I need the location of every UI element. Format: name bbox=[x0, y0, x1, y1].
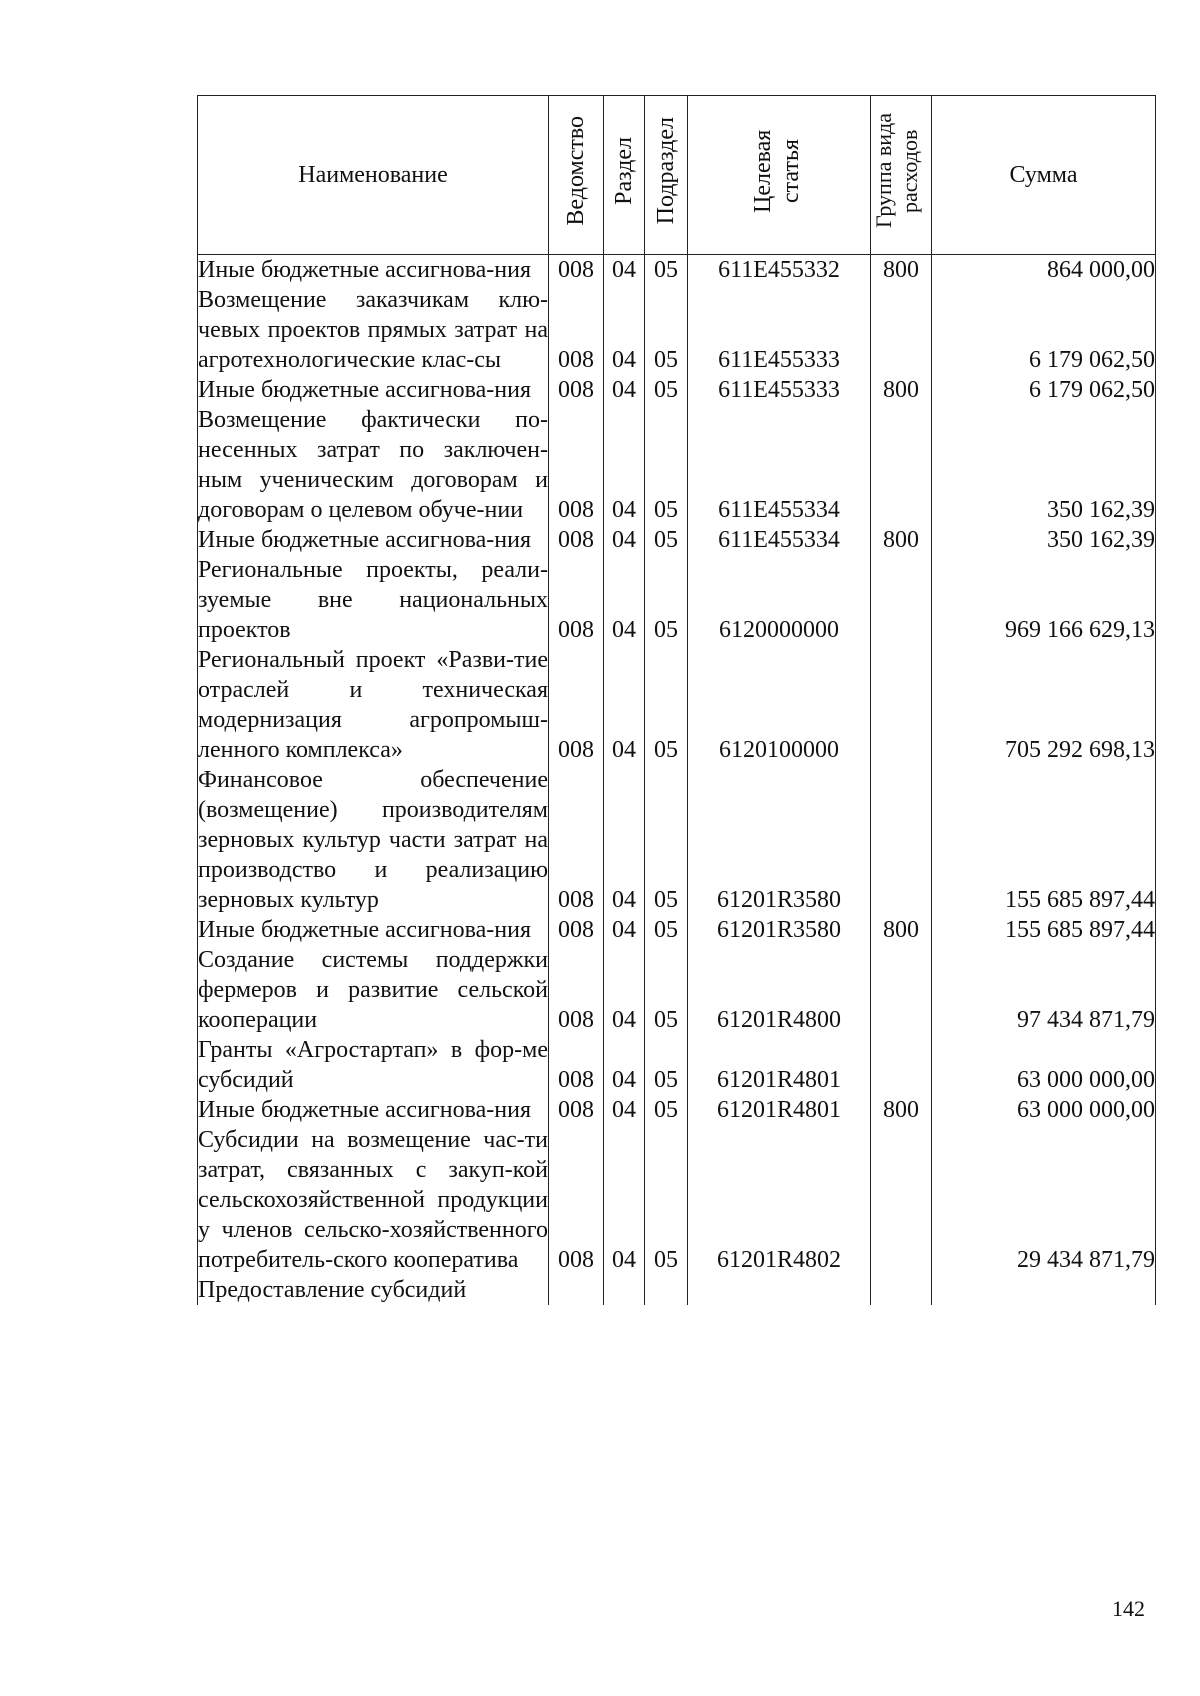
cell-dept: 008 bbox=[549, 1125, 604, 1275]
cell-sum: 155 685 897,44 bbox=[932, 765, 1156, 915]
table-row bbox=[198, 375, 1156, 405]
table-row bbox=[198, 285, 1156, 375]
cell-expense-group bbox=[871, 285, 932, 375]
cell-section: 04 bbox=[604, 765, 645, 915]
cell-dept: 008 bbox=[549, 1035, 604, 1095]
cell-name: Региональные проекты, реали-зуемые вне национальных проектов bbox=[198, 557, 548, 643]
cell-subsection: 05 bbox=[645, 645, 688, 765]
table-row bbox=[198, 765, 1156, 915]
cell-section: 04 bbox=[604, 645, 645, 765]
cell-target: 611E455334 bbox=[688, 405, 871, 525]
cell-section: 04 bbox=[604, 285, 645, 375]
cell-sum: 63 000 000,00 bbox=[932, 1035, 1156, 1095]
cell-subsection: 05 bbox=[645, 405, 688, 525]
cell-name: Создание системы поддержки фермеров и развитие сельской кооперации bbox=[198, 947, 548, 1033]
cell-name: Иные бюджетные ассигнова-ния bbox=[198, 525, 549, 555]
cell-section: 04 bbox=[604, 255, 645, 286]
table-row bbox=[198, 1035, 1156, 1095]
cell-section: 04 bbox=[604, 945, 645, 1035]
cell-dept: 008 bbox=[549, 915, 604, 945]
cell-dept: 008 bbox=[549, 525, 604, 555]
table-row bbox=[198, 1095, 1156, 1125]
header-name: Наименование bbox=[198, 96, 549, 255]
header-subsection: Подраздел bbox=[645, 96, 688, 255]
cell-dept: 008 bbox=[549, 765, 604, 915]
cell-sum: 864 000,00 bbox=[932, 255, 1156, 286]
cell-sum: 350 162,39 bbox=[932, 405, 1156, 525]
cell-name: Гранты «Агростартап» в фор-ме субсидий bbox=[198, 1037, 548, 1093]
cell-name: Иные бюджетные ассигнова-ния bbox=[198, 255, 549, 286]
cell-section: 04 bbox=[604, 375, 645, 405]
cell-sum: 155 685 897,44 bbox=[932, 915, 1156, 945]
table-row bbox=[198, 1125, 1156, 1275]
cell-subsection: 05 bbox=[645, 765, 688, 915]
cell-target: 611E455334 bbox=[688, 525, 871, 555]
cell-subsection: 05 bbox=[645, 1095, 688, 1125]
cell-dept: 008 bbox=[549, 1095, 604, 1125]
header-target: Целевая статья bbox=[688, 96, 871, 255]
cell-section: 04 bbox=[604, 1095, 645, 1125]
cell-expense-group: 800 bbox=[871, 375, 932, 405]
cell-target: 61201R4801 bbox=[688, 1095, 871, 1125]
cell-subsection: 05 bbox=[645, 285, 688, 375]
cell-target: 6120100000 bbox=[688, 645, 871, 765]
budget-table bbox=[197, 95, 1156, 1305]
cell-expense-group bbox=[871, 945, 932, 1035]
table-row bbox=[198, 555, 1156, 645]
cell-expense-group: 800 bbox=[871, 525, 932, 555]
table-header bbox=[198, 96, 1156, 255]
cell-section: 04 bbox=[604, 915, 645, 945]
cell-expense-group bbox=[871, 1035, 932, 1095]
cell-expense-group bbox=[871, 1125, 932, 1275]
cell-expense-group: 800 bbox=[871, 1095, 932, 1125]
cell-subsection: 05 bbox=[645, 555, 688, 645]
cell-target: 611E455332 bbox=[688, 255, 871, 286]
cell-sum: 29 434 871,79 bbox=[932, 1125, 1156, 1275]
cell-subsection: 05 bbox=[645, 1035, 688, 1095]
table-row bbox=[198, 1275, 1156, 1305]
cell-expense-group bbox=[871, 765, 932, 915]
table-row bbox=[198, 945, 1156, 1035]
table-body bbox=[198, 255, 1156, 1306]
cell-subsection bbox=[645, 1275, 688, 1305]
cell-dept: 008 bbox=[549, 645, 604, 765]
cell-expense-group bbox=[871, 555, 932, 645]
cell-expense-group bbox=[871, 405, 932, 525]
table-row bbox=[198, 645, 1156, 765]
cell-subsection: 05 bbox=[645, 375, 688, 405]
cell-section: 04 bbox=[604, 555, 645, 645]
cell-expense-group bbox=[871, 1275, 932, 1305]
cell-expense-group: 800 bbox=[871, 255, 932, 286]
cell-name: Финансовое обеспечение (возмещение) производителям зерновых культур части затрат на производство и реализацию зерновых культур bbox=[198, 767, 548, 913]
cell-sum: 350 162,39 bbox=[932, 525, 1156, 555]
cell-dept: 008 bbox=[549, 255, 604, 286]
cell-section: 04 bbox=[604, 405, 645, 525]
cell-dept: 008 bbox=[549, 285, 604, 375]
cell-name: Иные бюджетные ассигнова-ния bbox=[198, 375, 549, 405]
cell-target: 6120000000 bbox=[688, 555, 871, 645]
cell-target: 61201R4802 bbox=[688, 1125, 871, 1275]
cell-dept: 008 bbox=[549, 945, 604, 1035]
cell-sum: 705 292 698,13 bbox=[932, 645, 1156, 765]
cell-expense-group: 800 bbox=[871, 915, 932, 945]
cell-target: 611E455333 bbox=[688, 285, 871, 375]
cell-dept bbox=[549, 1275, 604, 1305]
header-expense-group: Группа вида расходов bbox=[871, 96, 932, 255]
cell-dept: 008 bbox=[549, 555, 604, 645]
cell-name: Иные бюджетные ассигнова-ния bbox=[198, 1095, 549, 1125]
table-row bbox=[198, 525, 1156, 555]
cell-name: Региональный проект «Разви-тие отраслей и техническая модернизация агропромыш-ленного комплекса» bbox=[198, 647, 548, 763]
cell-expense-group bbox=[871, 645, 932, 765]
cell-section: 04 bbox=[604, 1035, 645, 1095]
cell-sum: 97 434 871,79 bbox=[932, 945, 1156, 1035]
cell-sum: 6 179 062,50 bbox=[932, 375, 1156, 405]
cell-section: 04 bbox=[604, 525, 645, 555]
cell-sum: 6 179 062,50 bbox=[932, 285, 1156, 375]
cell-dept: 008 bbox=[549, 375, 604, 405]
cell-dept: 008 bbox=[549, 405, 604, 525]
header-section: Раздел bbox=[604, 96, 645, 255]
cell-subsection: 05 bbox=[645, 525, 688, 555]
cell-sum: 63 000 000,00 bbox=[932, 1095, 1156, 1125]
cell-name: Иные бюджетные ассигнова-ния bbox=[198, 915, 549, 945]
cell-subsection: 05 bbox=[645, 1125, 688, 1275]
cell-subsection: 05 bbox=[645, 255, 688, 286]
table-row bbox=[198, 405, 1156, 525]
cell-target: 61201R3580 bbox=[688, 765, 871, 915]
page-number: 142 bbox=[1112, 1596, 1145, 1621]
header-sum: Сумма bbox=[932, 96, 1156, 255]
cell-name: Возмещение фактически по-несенных затрат по заключен-ным ученическим договорам и договорам о целевом обуче-нии bbox=[198, 407, 548, 523]
cell-target: 61201R4801 bbox=[688, 1035, 871, 1095]
cell-target: 61201R3580 bbox=[688, 915, 871, 945]
cell-target: 611E455333 bbox=[688, 375, 871, 405]
cell-name: Субсидии на возмещение час-ти затрат, связанных с закуп-кой сельскохозяйственной продукции у членов сельско-хозяйственного потребитель-ского кооператива bbox=[198, 1127, 548, 1273]
cell-section bbox=[604, 1275, 645, 1305]
cell-name: Предоставление субсидий bbox=[198, 1275, 549, 1305]
header-dept: Ведомство bbox=[549, 96, 604, 255]
cell-target: 61201R4800 bbox=[688, 945, 871, 1035]
cell-name: Возмещение заказчикам клю-чевых проектов прямых затрат на агротехнологические клас-сы bbox=[198, 287, 548, 373]
cell-sum: 969 166 629,13 bbox=[932, 555, 1156, 645]
cell-target bbox=[688, 1275, 871, 1305]
table-row bbox=[198, 915, 1156, 945]
table-row bbox=[198, 255, 1156, 286]
cell-section: 04 bbox=[604, 1125, 645, 1275]
cell-subsection: 05 bbox=[645, 945, 688, 1035]
cell-subsection: 05 bbox=[645, 915, 688, 945]
cell-sum bbox=[932, 1275, 1156, 1305]
